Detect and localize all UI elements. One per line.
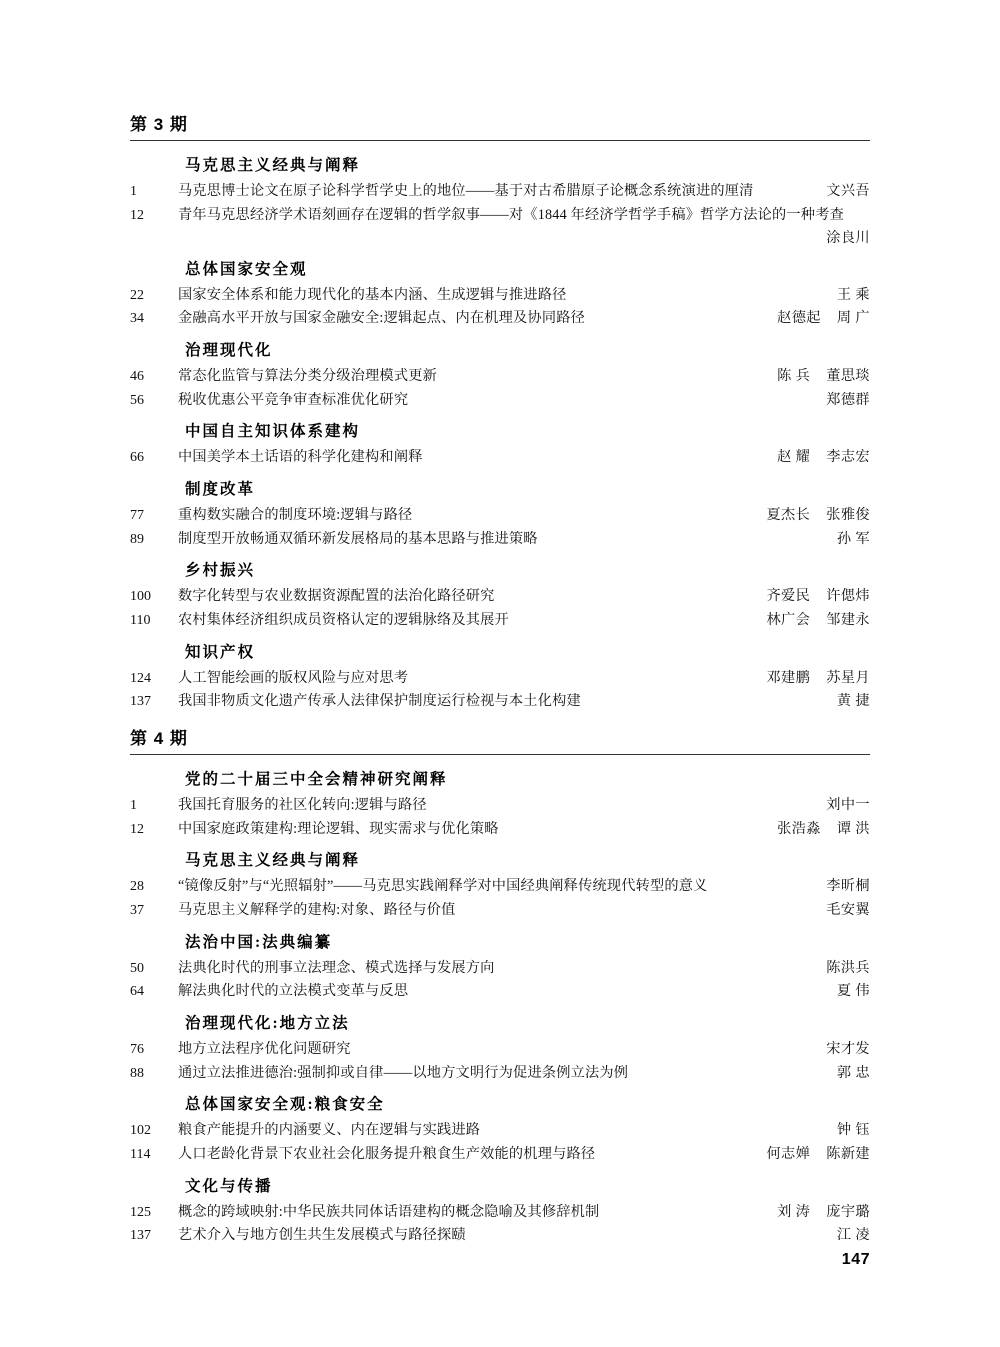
entry-body [178, 585, 870, 608]
author-name: 李昕桐 [826, 878, 870, 895]
author-name: 涂良川 [826, 229, 870, 246]
entry-body [178, 1119, 870, 1142]
entry-body [178, 1201, 870, 1224]
entry-authors [761, 365, 870, 388]
entry-page-number: 66 [130, 450, 144, 466]
entry-page-number: 1 [130, 798, 137, 814]
entry-page-number: 76 [130, 1042, 144, 1058]
entry-authors [821, 1062, 870, 1085]
entry-authors [750, 585, 870, 608]
toc-entry[interactable] [130, 389, 870, 413]
entry-page-number: 64 [130, 984, 144, 1000]
entry-body [178, 204, 870, 250]
entry-body [178, 1062, 870, 1085]
author-name: 齐爱民 [766, 588, 811, 605]
entry-title[interactable]: 马克思博士论文在原子论科学哲学史上的地位——基于对古希腊原子论概念系统演进的厘清 [178, 183, 754, 199]
entry-body [178, 365, 870, 388]
toc-entry[interactable] [130, 307, 870, 331]
author-name: 毛安翼 [826, 902, 870, 919]
entry-authors [810, 389, 870, 412]
section-title: 乡村振兴 [185, 562, 256, 580]
entry-authors [821, 528, 870, 551]
entry-authors [810, 957, 870, 980]
entry-page-number: 12 [130, 207, 144, 223]
entry-title[interactable]: 农村集体经济组织成员资格认定的逻辑脉络及其展开 [178, 612, 509, 629]
entry-authors [750, 609, 870, 632]
entry-body [178, 1038, 870, 1061]
entry-page-number: 125 [130, 1204, 151, 1220]
author-name: 夏 伟 [836, 983, 870, 1000]
toc-entry[interactable] [130, 1224, 870, 1248]
entry-page-number: 12 [130, 821, 144, 837]
author-name: 邹建永 [826, 612, 870, 629]
author-name: 赵德起 [777, 310, 821, 327]
toc-entry[interactable] [130, 1062, 870, 1086]
entry-body [178, 818, 870, 841]
toc-entry[interactable] [130, 180, 870, 204]
author-name: 文兴吾 [826, 183, 870, 199]
author-name: 苏星月 [826, 669, 870, 686]
author-name: 陈新建 [826, 1146, 870, 1163]
toc-entry[interactable] [130, 1119, 870, 1143]
entry-page-number: 50 [130, 960, 144, 976]
author-name: 钟 钰 [836, 1122, 870, 1139]
author-name: 何志婵 [766, 1146, 811, 1163]
entry-title[interactable]: 马克思主义解释学的建构:对象、路径与价值 [178, 902, 456, 919]
entry-body [178, 1143, 870, 1166]
entry-page-number: 34 [130, 311, 144, 327]
toc-entry[interactable] [130, 504, 870, 528]
entry-body [178, 528, 870, 551]
author-name: 陈 兵 [777, 368, 811, 385]
author-name: 刘 涛 [777, 1203, 811, 1220]
entry-authors [810, 899, 870, 922]
section-title: 制度改革 [185, 481, 256, 499]
author-name: 谭 洪 [836, 820, 870, 837]
author-name: 宋才发 [826, 1041, 870, 1058]
section-title: 马克思主义经典与阐释 [185, 157, 361, 174]
entry-authors [821, 1119, 870, 1142]
entry-page-number: 114 [130, 1147, 151, 1163]
section-title: 中国自主知识体系建构 [185, 423, 361, 441]
issues-container [130, 110, 870, 1248]
author-name: 刘中一 [826, 797, 870, 814]
toc-entry[interactable] [130, 609, 870, 633]
entry-title[interactable]: 通过立法推进德治:强制抑或自律——以地方文明行为促进条例立法为例 [178, 1064, 629, 1081]
entry-body [178, 389, 870, 412]
entry-title[interactable]: 重构数实融合的制度环境:逻辑与路径 [178, 507, 413, 524]
entry-authors [750, 504, 870, 527]
author-name: 王 乘 [836, 286, 870, 303]
entry-authors [750, 667, 870, 690]
author-name: 郭 忠 [836, 1064, 870, 1081]
issue-divider [130, 754, 870, 755]
author-name: 邓建鹏 [766, 669, 811, 686]
entry-title[interactable]: 我国非物质文化遗产传承人法律保护制度运行检视与本土化构建 [178, 693, 581, 710]
entry-authors [821, 980, 870, 1003]
issue-header: 第 3 期 [130, 115, 188, 134]
section-title: 马克思主义经典与阐释 [185, 852, 361, 870]
section-title: 党的二十届三中全会精神研究阐释 [185, 771, 448, 789]
entry-page-number: 77 [130, 508, 144, 524]
entry-page-number: 137 [130, 1228, 151, 1244]
toc-entry[interactable] [130, 284, 870, 308]
entry-body [178, 794, 870, 817]
toc-entry[interactable] [130, 899, 870, 923]
author-name: 董思琰 [826, 368, 870, 385]
entry-title[interactable]: “镜像反射”与“光照辐射”——马克思实践阐释学对中国经典阐释传统现代转型的意义 [178, 878, 708, 895]
entry-body [178, 180, 870, 203]
author-name: 夏杰长 [766, 507, 811, 524]
author-name: 林广会 [766, 612, 811, 629]
entry-authors [761, 307, 870, 330]
toc-entry[interactable] [130, 204, 870, 250]
entry-authors [761, 446, 870, 469]
entry-page-number: 89 [130, 531, 144, 547]
entry-body [178, 690, 870, 713]
entry-title[interactable]: 人工智能绘画的版权风险与应对思考 [178, 669, 409, 686]
toc-entry[interactable] [130, 585, 870, 609]
entry-body [178, 609, 870, 632]
issue-block [130, 110, 870, 714]
author-name: 张雅俊 [826, 507, 870, 524]
entry-page-number: 124 [130, 670, 151, 686]
entry-title[interactable]: 解法典化时代的立法模式变革与反思 [178, 983, 409, 1000]
entry-page-number: 56 [130, 392, 144, 408]
toc-entry[interactable] [130, 446, 870, 470]
entry-page-number: 102 [130, 1123, 151, 1139]
entry-title[interactable]: 数字化转型与农业数据资源配置的法治化路径研究 [178, 588, 495, 605]
entry-title[interactable]: 国家安全体系和能力现代化的基本内涵、生成逻辑与推进路径 [178, 286, 567, 303]
entry-title[interactable]: 制度型开放畅通双循环新发展格局的基本思路与推进策略 [178, 530, 538, 547]
entry-page-number: 37 [130, 903, 144, 919]
entry-body [178, 667, 870, 690]
entry-title[interactable]: 地方立法程序优化问题研究 [178, 1041, 351, 1058]
entry-page-number: 137 [130, 694, 151, 710]
entry-body [178, 899, 870, 922]
toc-entry[interactable] [130, 875, 870, 899]
section-title: 总体国家安全观 [185, 260, 308, 278]
author-name: 庞宇璐 [826, 1203, 870, 1220]
entry-authors [821, 690, 870, 713]
toc-entry[interactable] [130, 365, 870, 389]
entry-authors [810, 180, 870, 203]
entry-title[interactable]: 法典化时代的刑事立法理念、模式选择与发展方向 [178, 959, 495, 976]
toc-entry[interactable] [130, 690, 870, 714]
author-name: 许偲炜 [826, 588, 870, 605]
toc-entry[interactable] [130, 980, 870, 1004]
entry-title[interactable]: 艺术介入与地方创生共生发展模式与路径探赜 [178, 1227, 466, 1244]
section-title: 治理现代化:地方立法 [185, 1015, 350, 1033]
entry-authors [178, 227, 870, 250]
entry-authors [810, 875, 870, 898]
entry-title[interactable]: 青年马克思经济学术语刻画存在逻辑的哲学叙事——对《1844 年经济学哲学手稿》哲学方法论的一种考查 [178, 206, 844, 223]
entry-title[interactable]: 粮食产能提升的内涵要义、内在逻辑与实践进路 [178, 1122, 481, 1139]
section-title: 法治中国:法典编纂 [185, 933, 333, 951]
section-title: 治理现代化 [185, 342, 273, 360]
author-name: 孙 军 [836, 530, 870, 547]
issue-block [130, 724, 870, 1248]
toc-entry[interactable] [130, 528, 870, 552]
entry-authors [810, 794, 870, 817]
entry-body [178, 284, 870, 307]
author-name: 张浩淼 [777, 820, 821, 837]
entry-body [178, 504, 870, 527]
entry-authors [761, 818, 870, 841]
entry-body [178, 1224, 870, 1247]
entry-page-number: 100 [130, 589, 151, 605]
entry-body [178, 980, 870, 1003]
entry-body [178, 446, 870, 469]
entry-authors [761, 1201, 870, 1224]
page-folio: 147 [841, 1251, 870, 1268]
toc-entry[interactable] [130, 1201, 870, 1225]
entry-page-number: 46 [130, 369, 144, 385]
author-name: 陈洪兵 [826, 959, 870, 976]
entry-body [178, 307, 870, 330]
section-title: 知识产权 [185, 643, 256, 661]
entry-title[interactable]: 中国家庭政策建构:理论逻辑、现实需求与优化策略 [178, 820, 499, 837]
entry-page-number: 22 [130, 287, 144, 303]
issue-header: 第 4 期 [130, 729, 188, 749]
author-name: 郑德群 [826, 391, 870, 408]
entry-page-number: 88 [130, 1065, 144, 1081]
toc-entry[interactable] [130, 667, 870, 691]
toc-entry[interactable] [130, 957, 870, 981]
entry-title[interactable]: 中国美学本土话语的科学化建构和阐释 [178, 449, 423, 466]
author-name: 周 广 [836, 310, 870, 327]
entry-title[interactable]: 概念的跨域映射:中华民族共同体话语建构的概念隐喻及其修辞机制 [178, 1203, 600, 1220]
entry-body [178, 957, 870, 980]
author-name: 李志宏 [826, 449, 870, 466]
entry-authors [810, 1038, 870, 1061]
entry-title[interactable]: 人口老龄化背景下农业社会化服务提升粮食生产效能的机理与路径 [178, 1146, 596, 1163]
entry-page-number: 1 [130, 184, 137, 199]
section-title: 总体国家安全观:粮食安全 [185, 1096, 385, 1114]
entry-authors [750, 1143, 870, 1166]
entry-authors [821, 284, 870, 307]
toc-entry[interactable] [130, 794, 870, 818]
author-name: 江 凌 [836, 1227, 870, 1244]
author-name: 赵 耀 [777, 449, 811, 466]
section-title: 文化与传播 [185, 1177, 273, 1195]
entry-page-number: 28 [130, 879, 144, 895]
entry-title[interactable]: 税收优惠公平竞争审查标准优化研究 [178, 391, 409, 408]
entry-title[interactable]: 金融高水平开放与国家金融安全:逻辑起点、内在机理及协同路径 [178, 310, 585, 327]
toc-entry[interactable] [130, 1038, 870, 1062]
issue-divider [130, 140, 870, 141]
entry-authors [821, 1224, 870, 1247]
toc-entry[interactable] [130, 818, 870, 842]
entry-title[interactable]: 常态化监管与算法分类分级治理模式更新 [178, 368, 437, 385]
author-name: 黄 捷 [836, 693, 870, 710]
entry-title[interactable]: 我国托育服务的社区化转向:逻辑与路径 [178, 797, 427, 814]
toc-entry[interactable] [130, 1143, 870, 1167]
entry-page-number: 110 [130, 613, 151, 629]
entry-body [178, 875, 870, 898]
